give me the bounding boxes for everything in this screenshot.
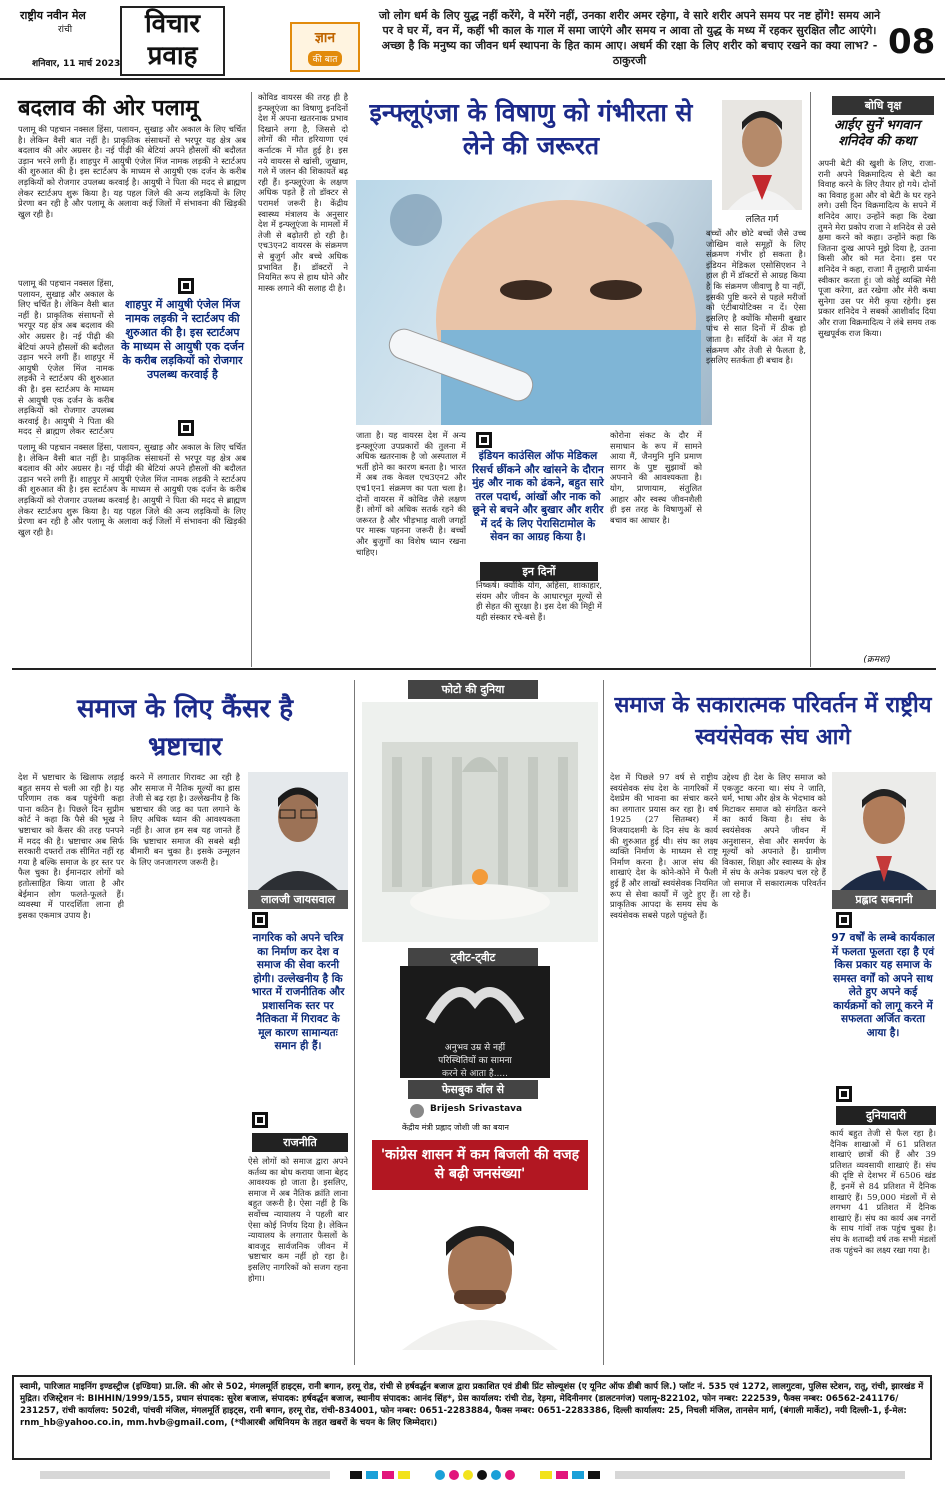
- cancer-text-b: करने में लगातार गिरावट आ रही है और समाज में नैतिक मूल्यों का ह्रास तेजी से बढ़ रहा है। उल्लेखनीय है कि भ्रष्टाचार की जड़ का पता लगाने के लिए अधिक ध्यान की आवश्यकता नहीं है। आज हम सब यह जानते हैं कि भ्रष्टाचार समाज की सबसे बड़ी बीमारी बन चुका है। इसके उन्मूलन के लिए जनजागरण जरूरी है।: [130, 772, 240, 867]
- author-portrait-icon: [722, 100, 802, 210]
- callout-quote-icon3-end: [252, 1112, 268, 1128]
- gyan-subtitle: की बात: [308, 51, 343, 66]
- fb-avatar: [410, 1104, 424, 1118]
- callout-icmr: इंडियन काउंसिल ऑफ मेडिकल रिसर्च छींकने और खांसने के दौरान मुंह और नाक को ढंकने, बहुत सारे तरल पदार्थ, आंखों और नाक को छूने से बचने और बुखार और शरीर में दर्द के लिए पेरासिटामोल के सेवन का आग्रह किया है।: [472, 450, 604, 543]
- cancer-title: समाज के लिए कैंसर है भ्रष्टाचार: [76, 694, 294, 762]
- rss-title: समाज के सकारात्मक परिवर्तन में राष्ट्रीय स्वयंसेवक संघ आगे: [614, 693, 932, 750]
- section-title: [120, 6, 225, 76]
- bodh-credit: (क्रमशः): [863, 655, 891, 665]
- fb-caption: केंद्रीय मंत्री प्रह्लाद जोशी जी का बयान: [402, 1123, 509, 1132]
- col-divider: [810, 92, 811, 667]
- lead-text-d: बच्चों और छोटे बच्चों जैसे उच्च जोखिम वाले समूहों के लिए संक्रमण गंभीर हो सकता है। इंडियन मेडिकल एसोसिएशन ने हाल ही में डॉक्टरों से आग्रह किया है कि संक्रमण जीवाणु है या नहीं, इसकी पुष्टि करने से पहले मरीजों को एंटीबायोटिक्स न दें। ऐसा इसलिए है क्योंकि मौसमी बुखार पांच से सात दिनों में ठीक हो जाता है। सर्दियों के अंत में यह संक्रमण और तेजी से फैलता है, इसलिए सतर्कता ही बचाव है।: [706, 228, 806, 366]
- author-photo-prahlad: [832, 772, 936, 890]
- callout-startup: शाहपुर में आयुषी एंजेल मिंज नामक लड़की ने स्टार्टअप की शुरुआत की है। इस स्टार्टअप के माध्यम से आयुषी एक दर्जन के करीब लड़कियों को रोजगार उपलब्ध करवाई है: [120, 298, 245, 381]
- edition-date: शनिवार, 11 मार्च 2023: [32, 59, 121, 69]
- fb-user-name: Brijesh Srivastava: [430, 1104, 523, 1114]
- tweet-tag: ट्वीट-ट्वीट: [408, 948, 538, 967]
- temple-photo-art: [362, 702, 598, 942]
- duniyadari-tag: दुनियादारी: [836, 1106, 936, 1125]
- callout-quote-icon-end: [178, 420, 194, 436]
- section-title-line1: विचार: [144, 9, 201, 39]
- minister-photo-art: [362, 1190, 598, 1350]
- tweet-card-line3: करने से आता है.....: [442, 1069, 508, 1078]
- bodh-vriksh-tag: बोधि वृक्ष: [832, 96, 934, 115]
- author-photo-lalji: [248, 772, 348, 890]
- print-line: स्वामी, पारिजात माइनिंग इण्डस्ट्रीज (इण्डिया) प्रा.लि. की ओर से 502, मंगलमूर्ति हाइट्स, रानी बगान, हरमू रोड, रांची से हर्षवर्द्धन बजाज द्वारा प्रकाशित एवं डीबी प्रिंट सोल्यूशंस (ए यूनिट ऑफ डीबी कार्प लि.) प्लॉट नं. 535 एवं 1272, लालगुटवा, पुलिस स्टेशन, रातू, रांची, झारखंड में मुद्रित। रजिस्ट्रेशन नं: BIHHIN/1999/155, प्रधान संपादक: सुरेश बजाज, संपादक: हर्षवर्द्धन बजाज, स्थानीय संपादक: आनंद सिंह*, प्रेस कार्यालय: रांची रोड, रेड़मा, मेदिनीनगर (डालटनगंज) पलामू-822102, फोन नम्बर: 222539, फैक्स नम्बर: 06562-241176/ 231257, रांची कार्यालय: 502वी, पांचवी मंजिल, मंगलमूर्ति हाइट्स, रानी बगान, हरमू रोड, रांची-834001, फोन नम्बर: 0651-2283884, फैक्स नम्बर: 0651-2283386, दिल्ली कार्यालय: 25, निचली मंजिल, तानसेन मार्ग, (बंगाली मार्केट), नयी दिल्ली-1, ई-मेल: rnm_hb@yahoo.co.in, mm.hvb@gmail.com, (*पीआरबी अधिनियम के तहत खबरों के चयन के लिए जिम्मेदार।): [12, 1375, 932, 1460]
- fb-post: [362, 1100, 598, 1136]
- callout-character: नागरिक को अपने चरित्र का निर्माण कर देश व समाज की सेवा करनी होगी। उल्लेखनीय है कि भारत में राजनीतिक और प्रशासनिक स्तर पर नैतिकता में गिरावट के मूल कारण सामान्यतः समान ही हैं।: [251, 932, 345, 1052]
- author-name-lalji: लालजी जायसवाल: [248, 890, 348, 909]
- callout-quote-icon: [178, 278, 194, 294]
- author-portrait-icon: [832, 772, 936, 890]
- callout-quote-icon4: [836, 912, 852, 928]
- registration-color-bar: [0, 1467, 945, 1483]
- city-label: रांची: [58, 25, 73, 35]
- col-divider: [354, 680, 355, 1365]
- author-name-prahlad: प्रह्लाद सबनानी: [832, 890, 936, 909]
- editorial-palamu-title: बदलाव की ओर पलामू: [18, 96, 199, 121]
- editorial-palamu-text: पलामू की पहचान नक्सल हिंसा, पलायन, सुखाड़ और अकाल के लिए चर्चित है। लेकिन वैसी बात नहीं है। प्राकृतिक संसाधनों से भरपूर यह क्षेत्र अब बदलाव की ओर अग्रसर है। नई पीढ़ी की बेटियां अपने हौसलों की बदौलत उड़ान भरने लगी हैं। शाहपुर में आयुषी एंजेल मिंज नामक लड़की ने स्टार्टअप की शुरुआत की है। इस स्टार्टअप के माध्यम से आयुषी एक दर्जन के करीब लड़कियों को रोजगार उपलब्ध करवाई है। आयुषी ने पिता की मदद से ब्राह्मण लेकर स्टार्टअप शुरू किया है। यह पहल जिले की अन्य लड़कियों के लिए प्रेरणा बन रही है और पलामू के अलावा कई जिलों में संभावना की खिड़की खुल रही है।: [18, 124, 246, 219]
- hands-icon: [400, 966, 550, 1036]
- rajneeti-tag: राजनीति: [252, 1133, 348, 1152]
- cancer-text-a: देश में भ्रष्टाचार के खिलाफ लड़ाई बहुत समय से चली आ रही है। यह परिणाम तक कब पहुंचेगी कहा पाना कठिन है। पिछले दिन सुप्रीम कोर्ट ने कहा कि पैसे की भूख ने भ्रष्टाचार को कैंसर की तरह पनपने में मदद की है। भ्रष्टाचार अब सिर्फ सरकारी दफ्तरों तक सीमित नहीं रह गया है बल्कि समाज के हर स्तर पर फैल चुका है। ईमानदार लोगों को हतोत्साहित किया जाता है और बेईमान लोग फलते-फूलते हैं। व्यवस्था में पारदर्शिता लाना ही इसका एकमात्र उपाय है।: [18, 772, 124, 920]
- influenza-photo: [356, 180, 712, 425]
- callout-quote-icon2: [476, 432, 492, 448]
- lead-text-a: कोविड वायरस की तरह ही है इन्फ्लूएंजा का विषाणु इनदिनों देश में अपना खतरनाक प्रभाव दिखाने लगा है, जिससे दो लोगों की मौत हरियाणा एवं कर्नाटक में मौत हुई है। इस नये वायरस से खांसी, जुखाम, गले में जलन की शिकायतें बढ़ रही हैं। इन्फ्लूएंजा के लक्षण अधिक पड़ते हैं तो डॉक्टर से परामर्श जरूरी है। केंद्रीय स्वास्थ्य मंत्रालय के अनुसार देश में इन्फ्लूएंजा के मामलों में तेजी से बढ़ोतरी हो रही है। एच3एन2 वायरस के संक्रमण से बुजुर्ग और बच्चे अधिक प्रभावित हैं। डॉक्टरों ने नियमित रूप से हाथ धोने और मास्क लगाने की सलाह दी है।: [258, 92, 348, 293]
- gyan-title: ज्ञान: [314, 30, 336, 46]
- facebook-wall-tag: फेसबुक वॉल से: [408, 1080, 538, 1099]
- rss-text-b: उद्देश्य ही देश के लिए समाज को एकजुट करना था। संघ ने जाति, धर्म, भाषा और क्षेत्र के भेदभाव को मिटाकर समाज को संगठित करने का कार्य किया है। संघ के स्वयंसेवक अपने जीवन में अनुशासन, सेवा और समर्पण के मूल्यों को अपनाते हैं। ग्रामीण विकास, शिक्षा और स्वास्थ्य के क्षेत्र में संघ के अनेक प्रकल्प चल रहे हैं जो समाज में सकारात्मक परिवर्तन ला रहे हैं।: [722, 772, 826, 899]
- in-dino-tag: इन दिनों: [480, 562, 598, 581]
- temple-photo: [362, 702, 598, 942]
- col-divider: [251, 92, 252, 667]
- lead-title: इन्फ्लूएंजा के विषाणु को गंभीरता से लेने की जरूरत: [369, 98, 693, 160]
- news-banner: [362, 1140, 598, 1365]
- tweet-card-line2: परिस्थितियों का सामना: [438, 1056, 512, 1066]
- paper-name: राष्ट्रीय नवीन मेल: [20, 9, 86, 22]
- author-photo-lalit: [722, 100, 802, 210]
- callout-quote-icon3: [252, 912, 268, 928]
- news-banner-headline: 'कांग्रेस शासन में कम बिजली की वजह से बढ़ी जनसंख्या': [372, 1140, 588, 1190]
- rss-text-c: कार्य बहुत तेजी से फैल रहा है। दैनिक शाखाओं में 61 प्रतिशत शाखाएं छात्रों की हैं और 39 प्रतिशत व्यवसायी शाखाएं हैं। संघ की दृष्टि से देशभर में 6506 खंड हैं, इनमें से 84 प्रतिशत में दैनिक शाखाएं हैं। 59,000 मंडलों में से लगभग 41 प्रतिशत में दैनिक शाखाएं हैं। संघ का कार्य अब नगरों के साथ गांवों तक पहुंच चुका है। संघ के शताब्दी वर्ष तक सभी मंडलों तक पहुंचने का लक्ष्य रखा गया है।: [830, 1128, 936, 1255]
- rss-text-a: देश में पिछले 97 वर्ष से राष्ट्रीय स्वयंसेवक संघ देश के नागरिकों में देशप्रेम की भावना का संचार करने का लगातार प्रयास कर रहा है। वर्ष 1925 (27 सितम्बर) में विजयादशमी के दिन संघ के कार्य की शुरुआत हुई थी। संघ का लक्ष्य व्यक्ति निर्माण के माध्यम से राष्ट्र निर्माण करना है। आज संघ की शाखाएं देश के कोने-कोने में फैली हुई हैं और लाखों स्वयंसेवक नियमित रूप से सेवा कार्यों में जुटे हुए हैं। प्राकृतिक आपदा के समय संघ के स्वयंसेवक सबसे पहले पहुंचते हैं।: [610, 772, 718, 920]
- bodh-title: आईए सुनें भगवान शनिदेव की कथा: [833, 118, 921, 149]
- col-divider: [603, 680, 604, 1365]
- cancer-text-c: ऐसे लोगों को समाज द्वारा अपने कर्तव्य का बोध कराया जाना बेहद आवश्यक हो जाता है। इसलिए, समाज में अब नैतिक क्रांति लाना बहुत जरूरी है। ऐसा नहीं है कि सर्वोच्च न्यायालय ने पहली बार ऐसा कोई निर्णय दिया है। लेकिन न्यायालय के लगातार फैसलों के बावजूद सार्वजनिक जीवन में भ्रष्टाचार कम नहीं हो रहा है। इसलिए नागरिकों को सजग रहना होगा।: [248, 1156, 348, 1283]
- editorial-palamu-text-cont2: पलामू की पहचान नक्सल हिंसा, पलायन, सुखाड़ और अकाल के लिए चर्चित है। लेकिन वैसी बात नहीं है। प्राकृतिक संसाधनों से भरपूर यह क्षेत्र अब बदलाव की ओर अग्रसर है। नई पीढ़ी की बेटियां अपने हौसलों की बदौलत उड़ान भरने लगी हैं। शाहपुर में आयुषी एंजेल मिंज नामक लड़की ने स्टार्टअप की शुरुआत की है। इस स्टार्टअप के माध्यम से आयुषी एक दर्जन के करीब लड़कियों को रोजगार उपलब्ध करवाई है। आयुषी ने पिता की मदद से ब्राह्मण लेकर स्टार्टअप शुरू किया है। यह पहल जिले की अन्य लड़कियों के लिए प्रेरणा बन रही है और पलामू के अलावा कई जिलों में संभावना की खिड़की खुल रही है।: [18, 442, 246, 537]
- influenza-photo-art: [356, 180, 712, 425]
- daily-quote: जो लोग धर्म के लिए युद्ध नहीं करेंगे, वे मरेंगे नहीं, उनका शरीर अमर रहेगा, वे सारे शरीर अपने समय पर नष्ट होंगे! समय आने पर वे घर में, वन में, कहीं भी काल के गाल में समा जाएंगे और समय न आवा तो युद्ध के मध्य में रहकर सुरक्षित लौट आएंगे। अच्छा है कि मनुष्य का जीवन धर्म स्थापना के हित काम आए। अधर्म की रक्षा के लिए शरीर को बचाए रखने का क्या लाभ? - ठाकुरजी: [378, 9, 881, 67]
- tweet-card: [400, 966, 550, 1078]
- callout-rss: 97 वर्षों के लम्बे कार्यकाल में फलता फूलता रहा है एवं किस प्रकार यह समाज के समस्त वर्गों को अपने साथ लेते हुए अपने कई कार्यक्रमों को लागू करने में सफलता अर्जित करता आया है।: [831, 932, 935, 1039]
- lead-text-c: कोरोना संकट के दौर में समाधान के रूप में सामने आया मैं, जैनमुनि मुनि प्रमाण सागर के पुष्ट सुझावों को अपनाने की आवश्यकता है। योग, प्राणायाम, संतुलित आहार और स्वस्थ जीवनशैली ही इस तरह के विषाणुओं से बचाव का आधार है।: [610, 430, 702, 525]
- photo-world-tag: फोटो की दुनिया: [408, 680, 538, 699]
- author-portrait-icon: [248, 772, 348, 890]
- masthead: [0, 0, 945, 80]
- lead-text-b: जाता है। यह वायरस देश में अन्य इन्फ्लूएंजा उपप्रकारों की तुलना में अधिक खतरनाक है जो अस्पताल में भर्ती होने का कारण बनता है। भारत में अब तक केवल एच3एन2 और एच1एन1 संक्रमण का पता चला है। दोनों वायरस में कोविड जैसे लक्षण हैं। लोगों को अधिक सतर्क रहने की जरूरत है और भीड़भाड़ वाली जगहों पर मास्क पहनना जरूरी है। बच्चों और बुजुर्गों का विशेष ध्यान रखना चाहिए।: [356, 430, 466, 557]
- section-divider: [12, 668, 936, 670]
- callout-quote-icon4-end: [836, 1086, 852, 1102]
- editorial-palamu-text-cont: पलामू की पहचान नक्सल हिंसा, पलायन, सुखाड़ और अकाल के लिए चर्चित है। लेकिन वैसी बात नहीं है। प्राकृतिक संसाधनों से भरपूर यह क्षेत्र अब बदलाव की ओर अग्रसर है। नई पीढ़ी की बेटियां अपने हौसलों की बदौलत उड़ान भरने लगी हैं। शाहपुर में आयुषी एंजेल मिंज नामक लड़की ने स्टार्टअप की शुरुआत की है। इस स्टार्टअप के माध्यम से आयुषी एक दर्जन के करीब लड़कियों को रोजगार उपलब्ध करवाई है। आयुषी ने पिता की मदद से ब्राह्मण लेकर स्टार्टअप: [18, 278, 114, 437]
- page-number: 08: [888, 22, 936, 62]
- gyan-ki-baat-logo: [290, 22, 360, 72]
- author-name-lalit: ललित गर्ग: [745, 215, 779, 225]
- in-dino-text: निष्कर्ष। क्योंकि योग, अहिंसा, शाकाहार, संयम और जीवन के आधारभूत मूल्यों से ही सेहत की सुरक्षा है। इस देश की मिट्टी में यही संस्कार रचे-बसे हैं।: [476, 580, 602, 622]
- tweet-card-line1: अनुभव उम्र से नहीं: [444, 1043, 506, 1053]
- section-title-line2: प्रवाह: [147, 41, 198, 71]
- bodh-text: अपनी बेटी की खुशी के लिए, राजा-रानी अपने विक्रमादित्य से बेटी का विवाह करने के लिए तैयार हो गये। दोनों का विवाह हुआ और वो बेटी के घर रहने लगे। उसी दिन विक्रमादित्य के सपने में शनिदेव आए। उन्होंने कहा कि देखा तुमने मेरा प्रकोप राजा ने शनिदेव से उसे क्षमा करने को कहा। उन्होंने कहा कि जितना दुःख आपने मुझे दिया है, उतना किसी और को मत देना। इस पर शनिदेव ने कहा, राजा! मैं तुम्हारी प्रार्थना स्वीकार करता हूं। जो कोई व्यक्ति मेरी पूजा करेगा, व्रत रखेगा और मेरी कथा सुनेगा उस पर मेरी कृपा रहेगी। इस प्रकार शनिदेव ने सबको आशीर्वाद दिया और राजा विक्रमादित्य ने लंबे समय तक सुखपूर्वक राज किया।: [818, 158, 936, 338]
